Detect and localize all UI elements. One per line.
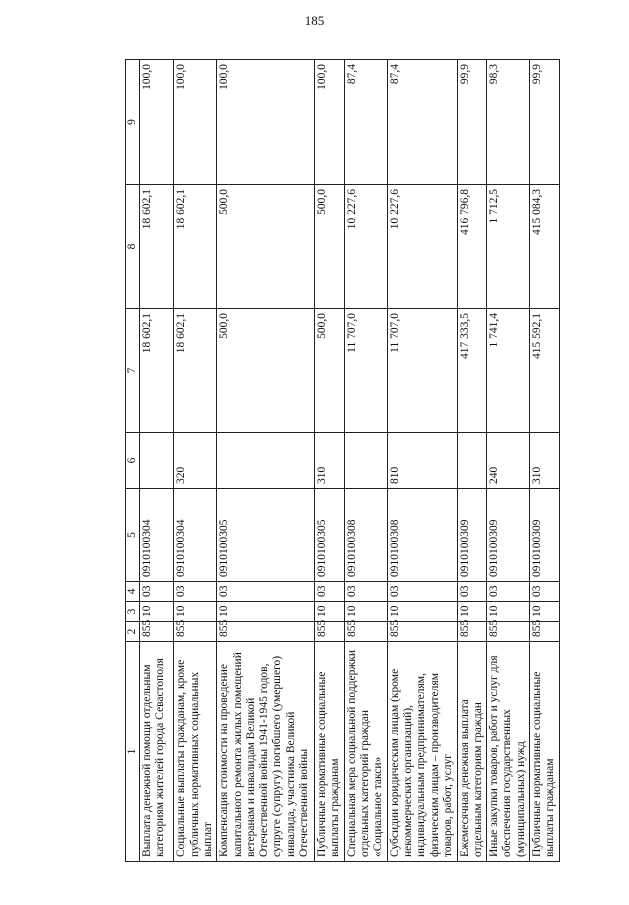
cell-expense-type — [344, 433, 387, 489]
cell-executed: 416 796,8 — [457, 185, 487, 309]
cell-executed: 1 712,5 — [487, 185, 530, 309]
cell-planned: 1 741,4 — [487, 309, 530, 433]
row-name: Ежемесячная денежная выплата отдельным категориям граждан — [457, 642, 487, 862]
cell-percent: 100,0 — [174, 60, 217, 185]
rotated-table-container — [125, 60, 560, 862]
cell-percent: 87,4 — [344, 60, 387, 185]
cell-section: 10 — [387, 602, 457, 622]
cell-subsection: 03 — [217, 582, 315, 602]
cell-ministry-code: 855 — [140, 622, 174, 642]
table-row — [174, 60, 217, 862]
cell-planned: 500,0 — [217, 309, 315, 433]
cell-ministry-code: 855 — [174, 622, 217, 642]
cell-ministry-code: 855 — [217, 622, 315, 642]
row-name: Публичные нормативные социальные выплаты гражданам — [530, 642, 560, 862]
cell-subsection: 03 — [174, 582, 217, 602]
table-row — [315, 60, 345, 862]
cell-expense-type — [457, 433, 487, 489]
cell-expense-type — [217, 433, 315, 489]
cell-target-article: 0910100304 — [140, 489, 174, 582]
column-header: 2 — [126, 622, 140, 642]
row-name: Публичные нормативные социальные выплаты гражданам — [315, 642, 345, 862]
cell-subsection: 03 — [344, 582, 387, 602]
cell-percent: 100,0 — [140, 60, 174, 185]
row-name: Социальные выплаты гражданам, кроме публичных нормативных социальных выплат — [174, 642, 217, 862]
row-name: Иные закупки товаров, работ и услуг для обеспечения государственных (муниципальных) нужд — [487, 642, 530, 862]
cell-percent: 87,4 — [387, 60, 457, 185]
column-header: 7 — [126, 309, 140, 433]
cell-percent: 99,9 — [457, 60, 487, 185]
column-header: 3 — [126, 602, 140, 622]
cell-subsection: 03 — [387, 582, 457, 602]
cell-section: 10 — [174, 602, 217, 622]
column-header: 8 — [126, 185, 140, 309]
cell-planned: 18 602,1 — [140, 309, 174, 433]
cell-target-article: 0910100305 — [217, 489, 315, 582]
table-row — [344, 60, 387, 862]
table-row — [487, 60, 530, 862]
cell-section: 10 — [344, 602, 387, 622]
row-name: Субсидии юридическим лицам (кроме некоммерческих организаций), индивидуальным предпринимателям, физическим лицам – производителям товаров, работ, услуг — [387, 642, 457, 862]
header-row — [126, 60, 140, 862]
table-row — [217, 60, 315, 862]
cell-section: 10 — [487, 602, 530, 622]
cell-subsection: 03 — [315, 582, 345, 602]
cell-section: 10 — [315, 602, 345, 622]
cell-expense-type: 310 — [315, 433, 345, 489]
cell-planned: 11 707,0 — [387, 309, 457, 433]
cell-expense-type: 320 — [174, 433, 217, 489]
cell-subsection: 03 — [530, 582, 560, 602]
cell-planned: 415 592,1 — [530, 309, 560, 433]
cell-target-article: 0910100309 — [487, 489, 530, 582]
table-row — [457, 60, 487, 862]
cell-target-article: 0910100305 — [315, 489, 345, 582]
cell-section: 10 — [140, 602, 174, 622]
cell-planned: 11 707,0 — [344, 309, 387, 433]
column-header: 1 — [126, 642, 140, 862]
cell-planned: 500,0 — [315, 309, 345, 433]
cell-percent: 98,3 — [487, 60, 530, 185]
column-header: 5 — [126, 489, 140, 582]
row-name: Специальная мера социальной поддержки отдельных категорий граждан «Социальное такси» — [344, 642, 387, 862]
cell-executed: 10 227,6 — [387, 185, 457, 309]
cell-ministry-code: 855 — [315, 622, 345, 642]
cell-executed: 18 602,1 — [140, 185, 174, 309]
cell-expense-type: 810 — [387, 433, 457, 489]
column-header: 4 — [126, 582, 140, 602]
cell-executed: 500,0 — [315, 185, 345, 309]
cell-executed: 500,0 — [217, 185, 315, 309]
row-name: Компенсация стоимости на проведение капитального ремонта жилых помещений ветеранам и инвалидам Великой Отечественной войны 1941-1945 годов, супруге (супругу) погибшего (умершего) инвалида, участника Великой Отечественной войны — [217, 642, 315, 862]
cell-target-article: 0910100308 — [344, 489, 387, 582]
cell-ministry-code: 855 — [530, 622, 560, 642]
cell-percent: 99,9 — [530, 60, 560, 185]
cell-ministry-code: 855 — [344, 622, 387, 642]
column-header: 9 — [126, 60, 140, 185]
cell-section: 10 — [457, 602, 487, 622]
cell-subsection: 03 — [140, 582, 174, 602]
cell-ministry-code: 855 — [387, 622, 457, 642]
cell-subsection: 03 — [457, 582, 487, 602]
cell-executed: 18 602,1 — [174, 185, 217, 309]
cell-percent: 100,0 — [315, 60, 345, 185]
table-row — [140, 60, 174, 862]
cell-section: 10 — [217, 602, 315, 622]
cell-expense-type — [140, 433, 174, 489]
cell-ministry-code: 855 — [457, 622, 487, 642]
cell-target-article: 0910100304 — [174, 489, 217, 582]
page-number: 185 — [304, 13, 325, 28]
cell-planned: 18 602,1 — [174, 309, 217, 433]
budget-table — [125, 59, 560, 862]
cell-subsection: 03 — [487, 582, 530, 602]
cell-expense-type: 310 — [530, 433, 560, 489]
cell-executed: 10 227,6 — [344, 185, 387, 309]
cell-expense-type: 240 — [487, 433, 530, 489]
cell-target-article: 0910100308 — [387, 489, 457, 582]
cell-target-article: 0910100309 — [530, 489, 560, 582]
cell-percent: 100,0 — [217, 60, 315, 185]
cell-ministry-code: 855 — [487, 622, 530, 642]
cell-target-article: 0910100309 — [457, 489, 487, 582]
table-row — [530, 60, 560, 862]
column-header: 6 — [126, 433, 140, 489]
row-name: Выплата денежной помощи отдельным категориям жителей города Севастополя — [140, 642, 174, 862]
cell-planned: 417 333,5 — [457, 309, 487, 433]
cell-section: 10 — [530, 602, 560, 622]
table-row — [387, 60, 457, 862]
cell-executed: 415 084,3 — [530, 185, 560, 309]
